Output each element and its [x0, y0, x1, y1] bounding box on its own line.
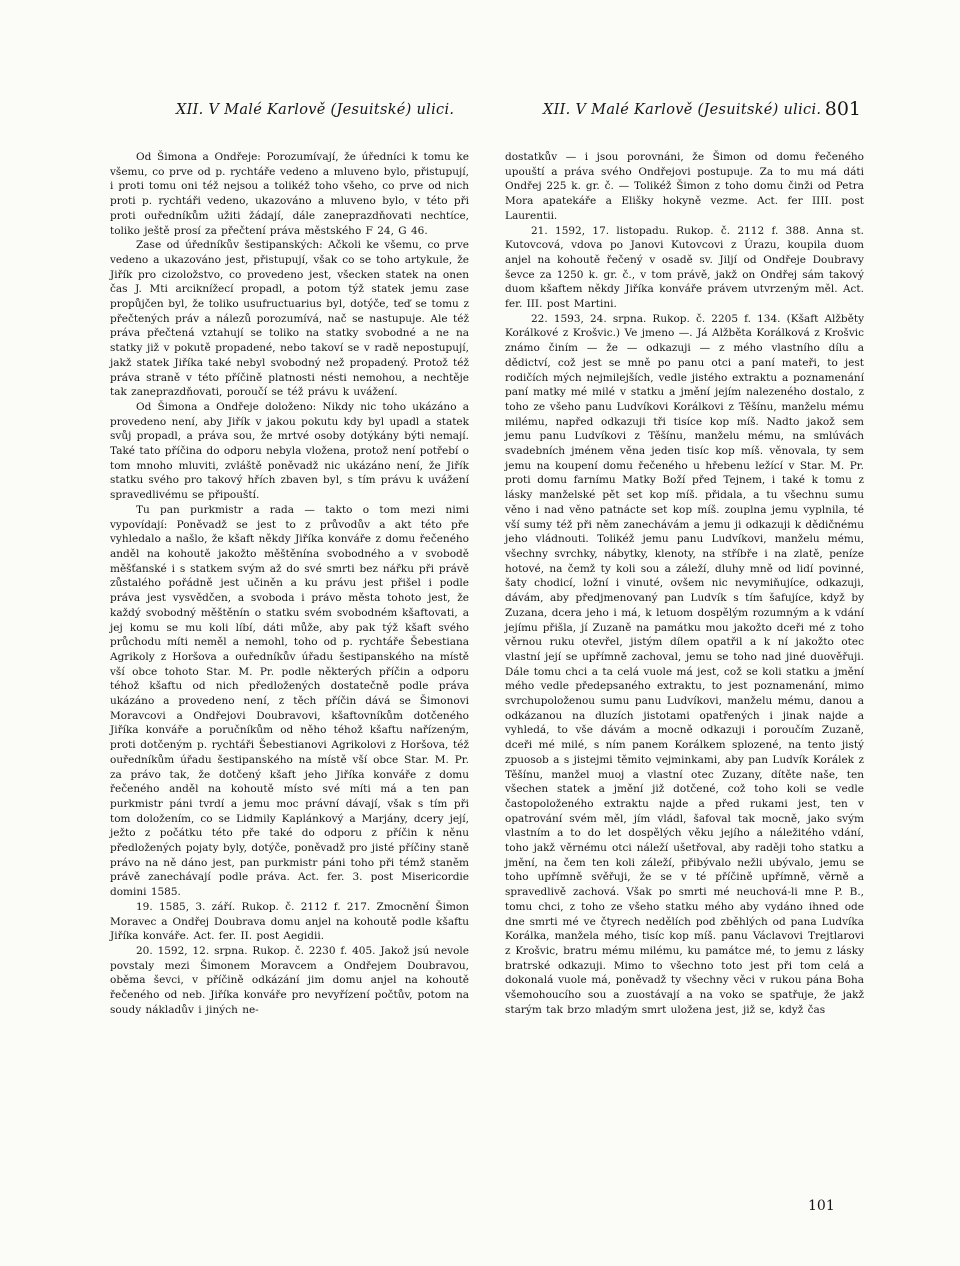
paragraph: Zase od úředníkův šestipanských: Ačkoli ke všemu, co prve vedeno a ukazováno jest, přistupují, však co se toho artykule, že Jiřík pro cizoložstvo, co provedeno jest, všecken statek na onen čas J. Mti arciknížecí propadl, a potom týž statek jemu zase propůjčen byl, že toliko usufructuarius byl, dotýče, teď se tomu z přečtených práv a nálezů porozumívá, nač se nastupuje. Ale též práva přečtená vztahují se toliko na statky svobodné a ne na statky již v pokutě propadené, nebo takoví se v radě nepostupují, jakž statek Jiříka také nebyl svobodný než propadený. Protož též práva straně v této příčině platnosti nésti nemohou, a nechtěje tak zaneprazdňovati, poroučí se též právu k uvážení.: [110, 239, 469, 399]
paragraph-continued: dostatkův — i jsou porovnáni, že Šimon od domu řečeného upouští a práva svého Ondřejovi postupuje. Za to mu má dáti Ondřej 225 k. gr. č. — Tolikéž Šimon z toho domu činži od Petra Mora apatekáře a Elišky hokyně vezme. Act. fer IIII. post Laurentii.: [505, 151, 864, 222]
record-entry-19: 19. 1585, 3. září. Rukop. č. 2112 f. 217. Zmocnění Šimon Moravec a Ondřej Doubrava domu anjel na kohoutě podle kšaftu Jiříka konváře. Act. fer. II. post Aegidii.: [110, 900, 469, 943]
signature-mark: 101: [808, 1198, 835, 1214]
paragraph: Tu pan purkmistr a rada — takto o tom mezi nimi vypovídají: Poněvadž se jest to z průvodův a akt této pře vyhledalo a našlo, že kšaft někdy Jiříka konváře z domu řečeného anděl na kohoutě jakožto měštěnína svobodného a v svobodě měšťanské i s statkem svým až do své smrti bez nářku při právě zůstalého pořádně jest učiněn a ku právu jest přišel i podle práva jest vysvědčen, a svoboda i právo města tohoto jest, že každý svobodný měštěnín o statku svém svobodném kšaftovati, a jej komu se mu koli líbí, dáti může, aby pak týž kšaft svého průchodu míti neměl a nemohl, toho od p. rychtáře Šebestiana Agrikoly z Horšova a ouředníkův úřadu šestipanského na místě vší obce tohoto Star. M. Pr. podle některých příčin a odporu téhož kšaftu od nich předložených dostatečně podle práva ukázáno a provedeno není, z těch příčin dává se Šimonovi Moravcovi a Ondřejovi Doubravovi, kšaftovníkům dotčeného Jiříka konváře a poručníkům od něho téhož kšaftu nařízeným, proti dotčeným p. rychtáři Šebestianovi Agrikolovi z Horšova, též ouředníkům úřadu šestipanského na místě vší obce Star. M. Pr. za právo tak, že dotčený kšaft jeho Jiříka konváře z domu řečeného anděl na kohoutě místo své míti má a ten pan purkmistr páni tvrdí a jemu moc právní dávají, však s tím při tom doložením, co se Lidmily Kaplánkový a Marjány, dcery její, ježto z počátku této pře také do odporu z příčin k něnu předložených pojaty byly, dotýče, poněvadž pro jisté příčiny staně právo na ně dáno jest, pan purkmistr páni toho při témž staněm právě zanechávají podle práva. Act. fer. 3. post Misericordie domini 1585.: [110, 503, 469, 899]
right-column: [505, 150, 864, 1017]
header-left-title: XII. V Malé Karlově (Jesuitské) ulici.: [176, 102, 455, 118]
page-number: 801: [824, 98, 861, 120]
header-right-title: XII. V Malé Karlově (Jesuitské) ulici.: [543, 102, 822, 118]
record-entry-21: 21. 1592, 17. listopadu. Rukop. č. 2112 f. 388. Anna st. Kutovcová, vdova po Janovi Kutovcovi z Úrazu, koupila duom anjel na kohoutě řečený v osadě sv. Jiljí od Ondřeje Doubravy ševce za 1250 k. gr. č., v tom právě, jakž on Ondřej sám takový duom kšaftem někdy Jiříka konváře právem utvrzeným měl. Act. fer. III. post Martini.: [505, 224, 864, 311]
left-column: [110, 150, 469, 1017]
running-header: [168, 96, 863, 126]
paragraph: Od Šimona a Ondřeje doloženo: Nikdy nic toho ukázáno a provedeno není, aby Jiřík v jakou pokutu kdy byl upadl a statek svůj propadl, a práva sou, že mrtvé osoby dotýkány býti nemají. Také tato příčina do odporu nebyla vložena, protož není potřebí o tom mnoho mluviti, zvláště poněvadž nic ukázáno není, že Jiřík statku svého pro takový hřích zbaven byl, s tím právu k uvážení spravedlivému se připouští.: [110, 400, 469, 502]
record-entry-20: 20. 1592, 12. srpna. Rukop. č. 2230 f. 405. Jakož jsú nevole povstaly mezi Šimonem Moravcem a Ondřejem Doubravou, oběma ševci, v příčině odkázání jim domu anjel na kohoutě řečeného od neb. Jiříka konváře pro nevyřízení počtův, potom na soudy nákladův i jiných ne-: [110, 944, 469, 1016]
record-entry-22: 22. 1593, 24. srpna. Rukop. č. 2205 f. 134. (Kšaft Alžběty Korálkové z Krošvic.) Ve jmeno —. Já Alžběta Korálková z Krošvic známo činím — že — odkazuji — z mého vlastního dílu a dědictví, což jest se mně po panu otci a paní mateři, to jest rodičích mých nejmilejších, vedle jistého extraktu a poznamenání paní matky mé milé v statku a jmění jejím nalezeného dostalo, z toho ze všeho panu Ludvíkovi Korálkovi z Těšínu, manželu mému milému, napřed odkazuji tři tisíce kop míš. Nadto jakož sem jemu panu Ludvíkovi z Těšínu, manželu mému, na smlúvách svadebních jménem věna jeden tisíc kop míš. věnovala, ty sem jemu na koupení domu řečeného u hřebenu ležící v Star. M. Pr. proti domu farnímu Matky Boží před Tejnem, i také k tomu z lásky manželské pět set kop míš. přidala, a tu všechnu sumu věno i nad věno patnácte set kop míš. zouplna jemu vyplnila, té vší sumy též při něm zanechávám a jemu ji odkazuji k dědičnému jeho vládnouti. Tolikéž jemu panu Ludvíkovi, manželu mému, všechny svrchky, nábytky, klenoty, na stříbře i na zlatě, peníze hotové, na čemž ty koli sou a záleží, dluhy mně od lidí povinné, šaty chodicí, ložní i vinuté, ovšem nic nevymiňujíce, odkazuji, dávám, aby předjmenovaný pan Ludvík s tím šafujíce, když by Zuzana, dcera jeho i má, k letuom dospělým rozumným a k vdání jejímu přišla, jí Zuzaně na památku mou jakožto dceři mé z toho věrnou ruku otevřel, jistým dílem opatřil a k ní jakožto otec vlastní její se upřímně zachoval, jemu se toho nad jiné duověřuji. Dále tomu chci a ta celá vuole má jest, což se koli statku a jmění mého vedle předepsaného extraktu, to jest poznamenání, mimo svrchupoloženou sumu panu Ludvíkovi, manželu mému, danou a odkázanou na dluzích jistotami opatřených i jinak najde a vyhledá, to vše dávám a mocně odkazuji i poroučím Zuzaně, dceři mé milé, s ním panem Korálkem splozené, na tento jistý zpuosob a s jistejmi těmito vejminkami, aby pan Ludvík Korálek z Těšínu, manžel muoj a vlastní otec Zuzany, dítěte naše, ten všechen statek a jmění již dotčené, což toho koli se vedle častopoloženého extraktu najde a před rukami jest, ten v opatrování svém měl, jím vládl, šafoval tak mocně, jako svým vlastním a to do let dospělých věku jejího a náležitého vdání, toho jakž věrnému otci náleží ušetřoval, aby raději toho statku a jmění, na čem ten koli záleží, přibývalo nežli ubývalo, jemu se toho upřímně svěřuji, že se v té příčině upřímně, věrně a spravedlivě zachová. Však po smrti mé neuchová-li mne P. B., tomu chci, z toho ze všeho statku mého aby vydáno ihned ode dne smrti mé ve čtyrech nedělích pod zběhlých od pana Ludvíka Korálka, manžela mého, tisíc kop míš. panu Václavovi Trejtlarovi z Krošvic, bratru mému milému, ku památce mé, to jemu z lásky bratrské odkazuji. Mimo to všechno toto jest při tom celá a dokonalá vuole má, poněvadž ty všechny věci v rukou pána Boha všemohoucího sou a zuostávají a na voko se spatřuje, že jakž starým tak brzo mladým smrt uložena jest, již se, když čas: [505, 312, 864, 1016]
paragraph: Od Šimona a Ondřeje: Porozumívají, že úředníci k tomu ke všemu, co prve od p. rychtáře vedeno a mluveno bylo, přistupují, i proti tomu oni též nejsou a tolikéž toho všeho, co prve od nich proti p. rychtáři vedeno, ukazováno a mluveno bylo, v této při proti ouředníkům užiti žádají, dále zaneprazdňovati nechtíce, toliko ještě prosí za přečtení práva městského F 24, G 46.: [110, 151, 469, 237]
